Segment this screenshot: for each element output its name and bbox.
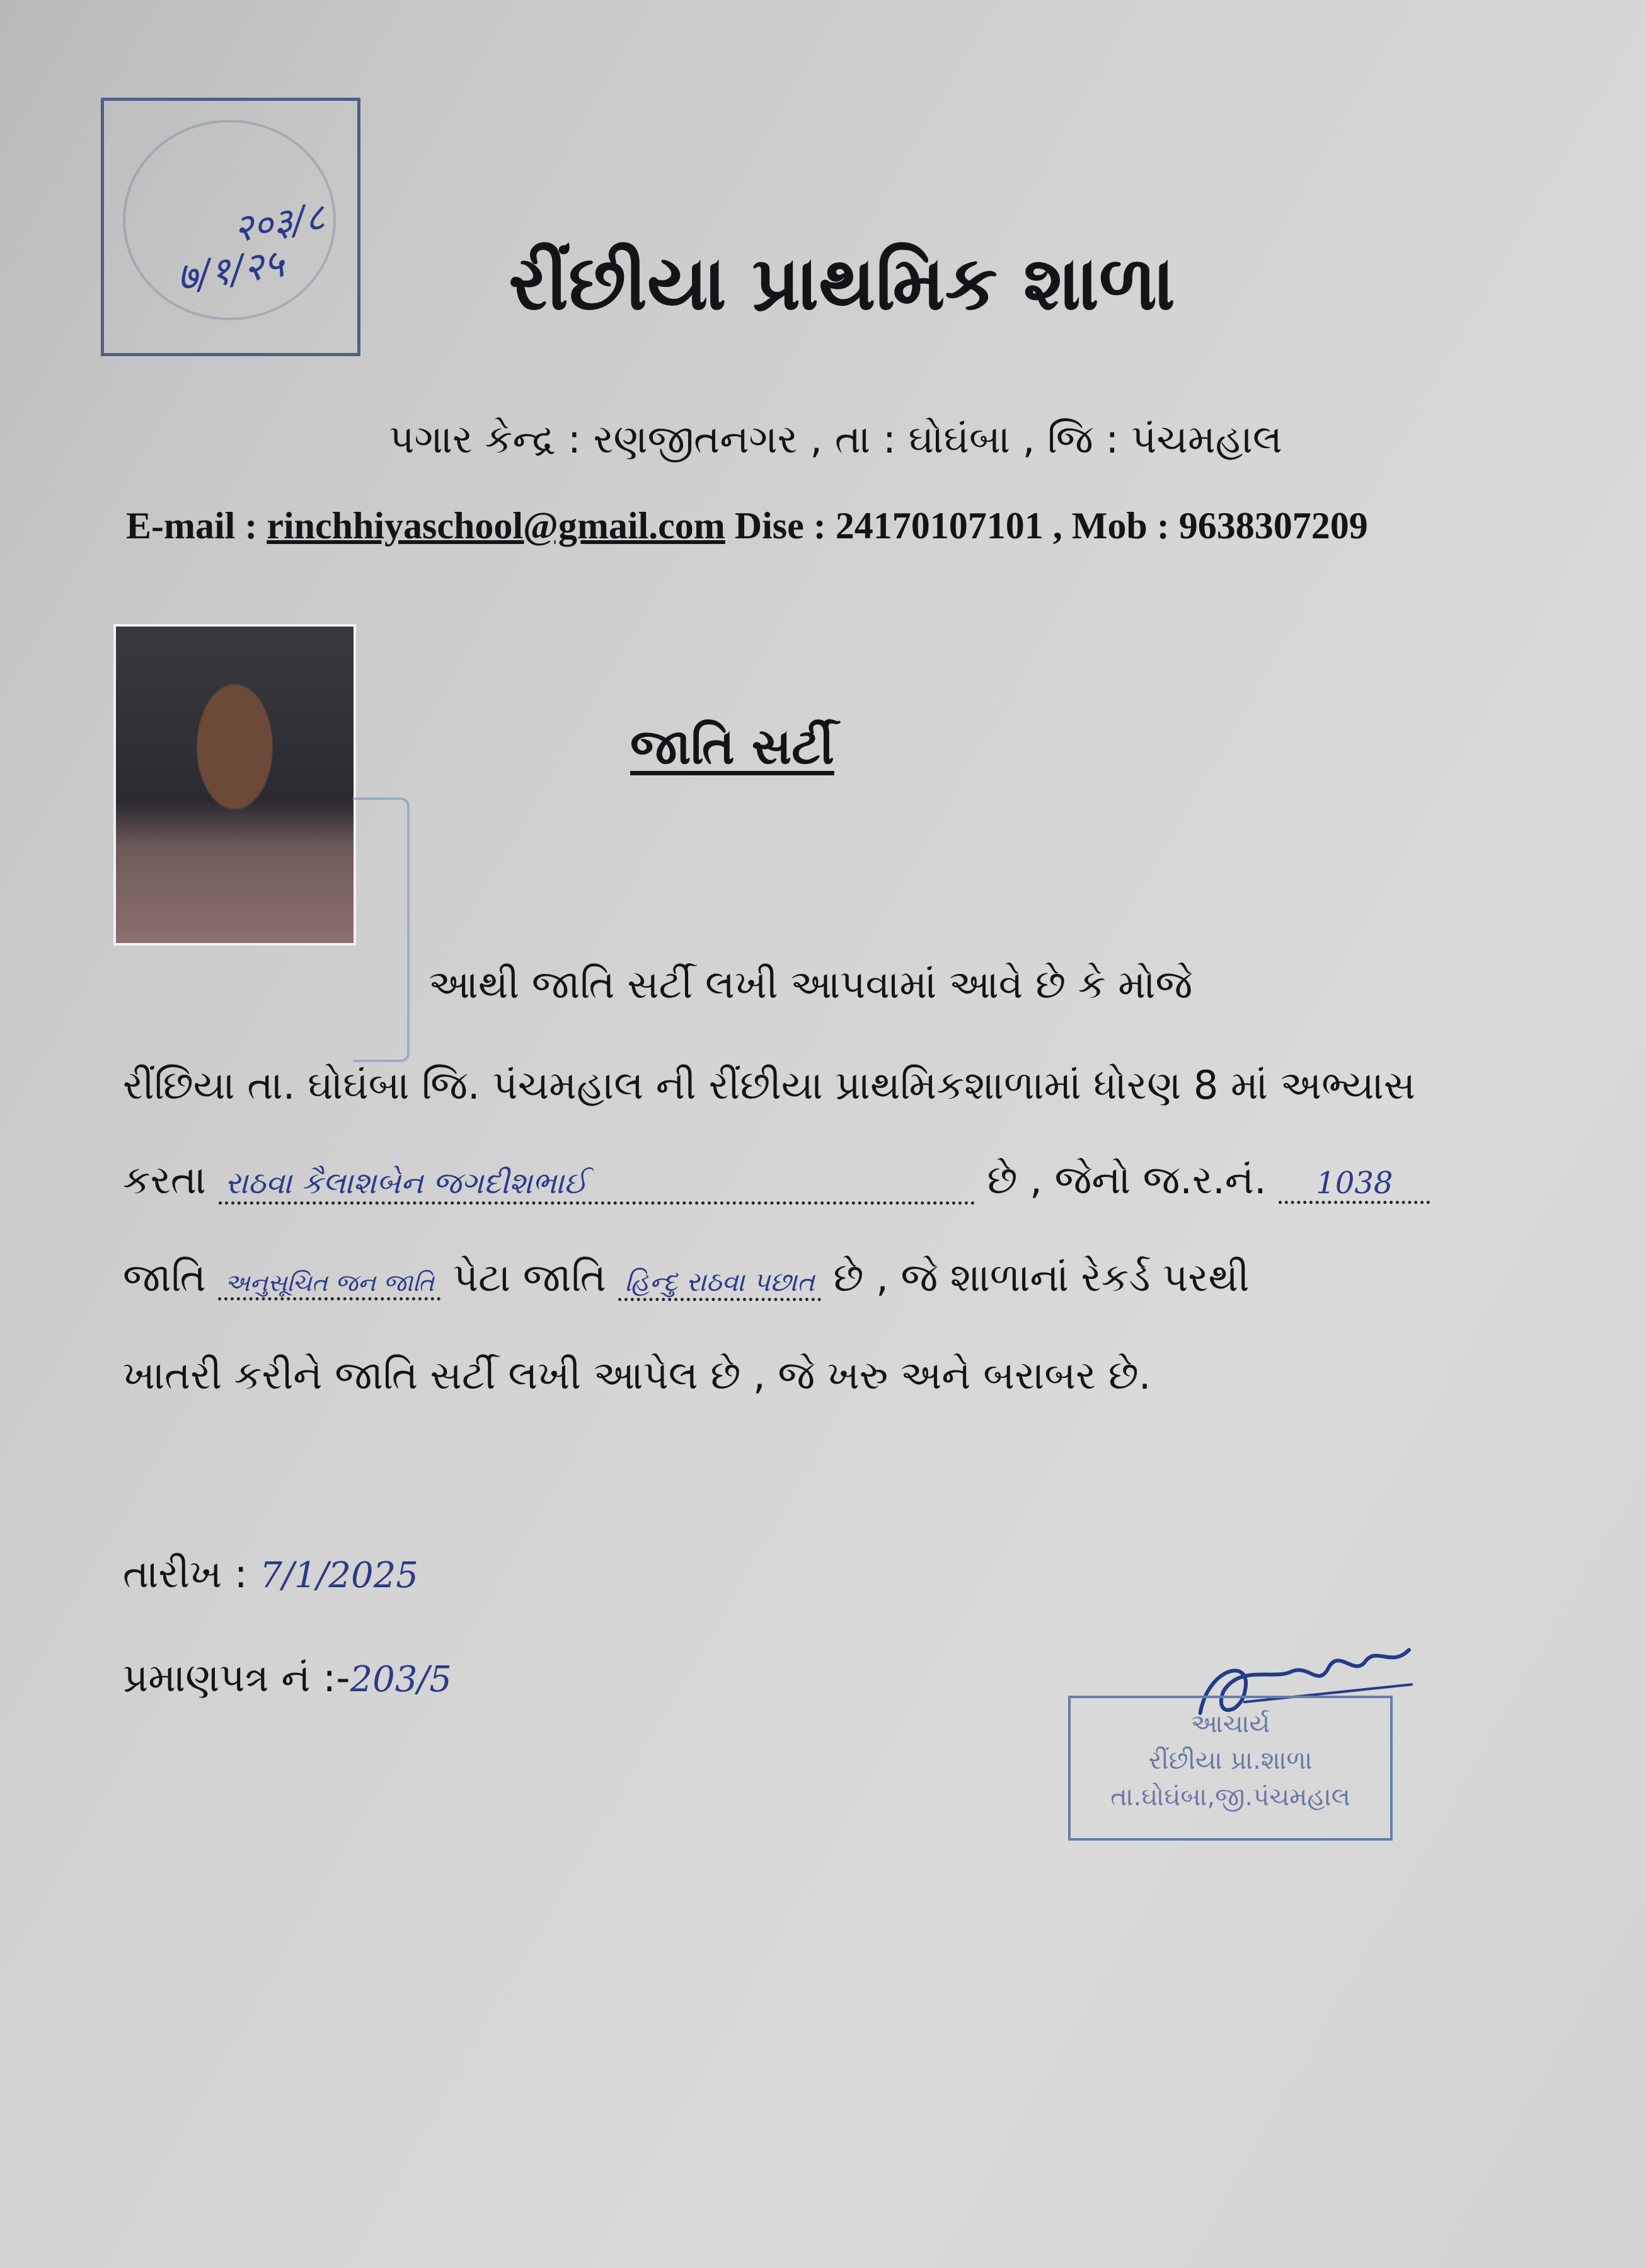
contact-line (126, 504, 1368, 548)
stamp-line-1: આચાર્ય (1190, 1710, 1270, 1739)
jati-label: જાતિ (123, 1254, 219, 1300)
peta-jati-value: હિન્દુ રાઠવા પછાત (618, 1266, 820, 1301)
student-name: રાઠવા કૈલાશબેન જગદીશભાઈ (219, 1166, 975, 1205)
stamp-line-3: તા.ઘોઘંબા,જી.પંચમહાલ (1110, 1783, 1350, 1812)
principal-stamp (1068, 1696, 1393, 1841)
cert-value: 203/5 (350, 1659, 452, 1700)
date-line (123, 1551, 418, 1597)
karta-label: કરતા (123, 1157, 207, 1203)
gr-text: છે , જેનો જ.ર.નં. (974, 1157, 1279, 1203)
stamp-handwritten-number: २०३/८ (231, 195, 328, 252)
body-line-3 (123, 1157, 1430, 1205)
gr-number: 1038 (1279, 1166, 1430, 1204)
jati-value: અનુસૂચિત જન જાતિ (218, 1269, 440, 1300)
school-address: પગાર કેન્દ્ર : રણજીતનગર , તા : ઘોઘંબા , જિ : પંચમહાલ (389, 416, 1282, 462)
line4-end: છે , જે શાળાનાં રેકર્ડ પરથી (820, 1254, 1250, 1300)
body-line-1: આથી જાતિ સર્ટી લખી આપવામાં આવે છે કે મોજે (429, 961, 1193, 1007)
document-title: જાતિ સર્ટી (630, 719, 834, 775)
body-line-2: રીંછિયા તા. ઘોઘંબા જિ. પંચમહાલ ની રીંછીયા પ્રાથમિકશાળામાં ધોરણ 8 માં અભ્યાસ (123, 1062, 1415, 1108)
body-line-4 (123, 1254, 1250, 1301)
body-line-5: ખાતરી કરીને જાતિ સર્ટી લખી આપેલ છે , જે ખરુ અને બરાબર છે. (123, 1352, 1151, 1398)
date-value: 7/1/2025 (260, 1555, 418, 1596)
date-label: તારીખ : (123, 1551, 260, 1597)
email-link[interactable]: rinchhiyaschool@gmail.com (267, 505, 725, 547)
stamp-handwritten-date: ७/१/२५ (173, 240, 287, 301)
school-name: રીંછીયા પ્રાથમિક શાળા (509, 240, 1175, 327)
cert-label: પ્રમાણપત્ર નં :- (123, 1655, 350, 1701)
student-photo (113, 624, 356, 946)
photo-stamp-edge (353, 797, 410, 1062)
email-label: E-mail : (126, 505, 267, 547)
certificate-number-line (123, 1655, 452, 1701)
peta-jati-label: પેટા જાતિ (440, 1254, 619, 1300)
dise-mob: Dise : 24170107101 , Mob : 9638307209 (725, 505, 1368, 547)
stamp-line-2: રીંછીયા પ્રા.શાળા (1148, 1746, 1313, 1775)
